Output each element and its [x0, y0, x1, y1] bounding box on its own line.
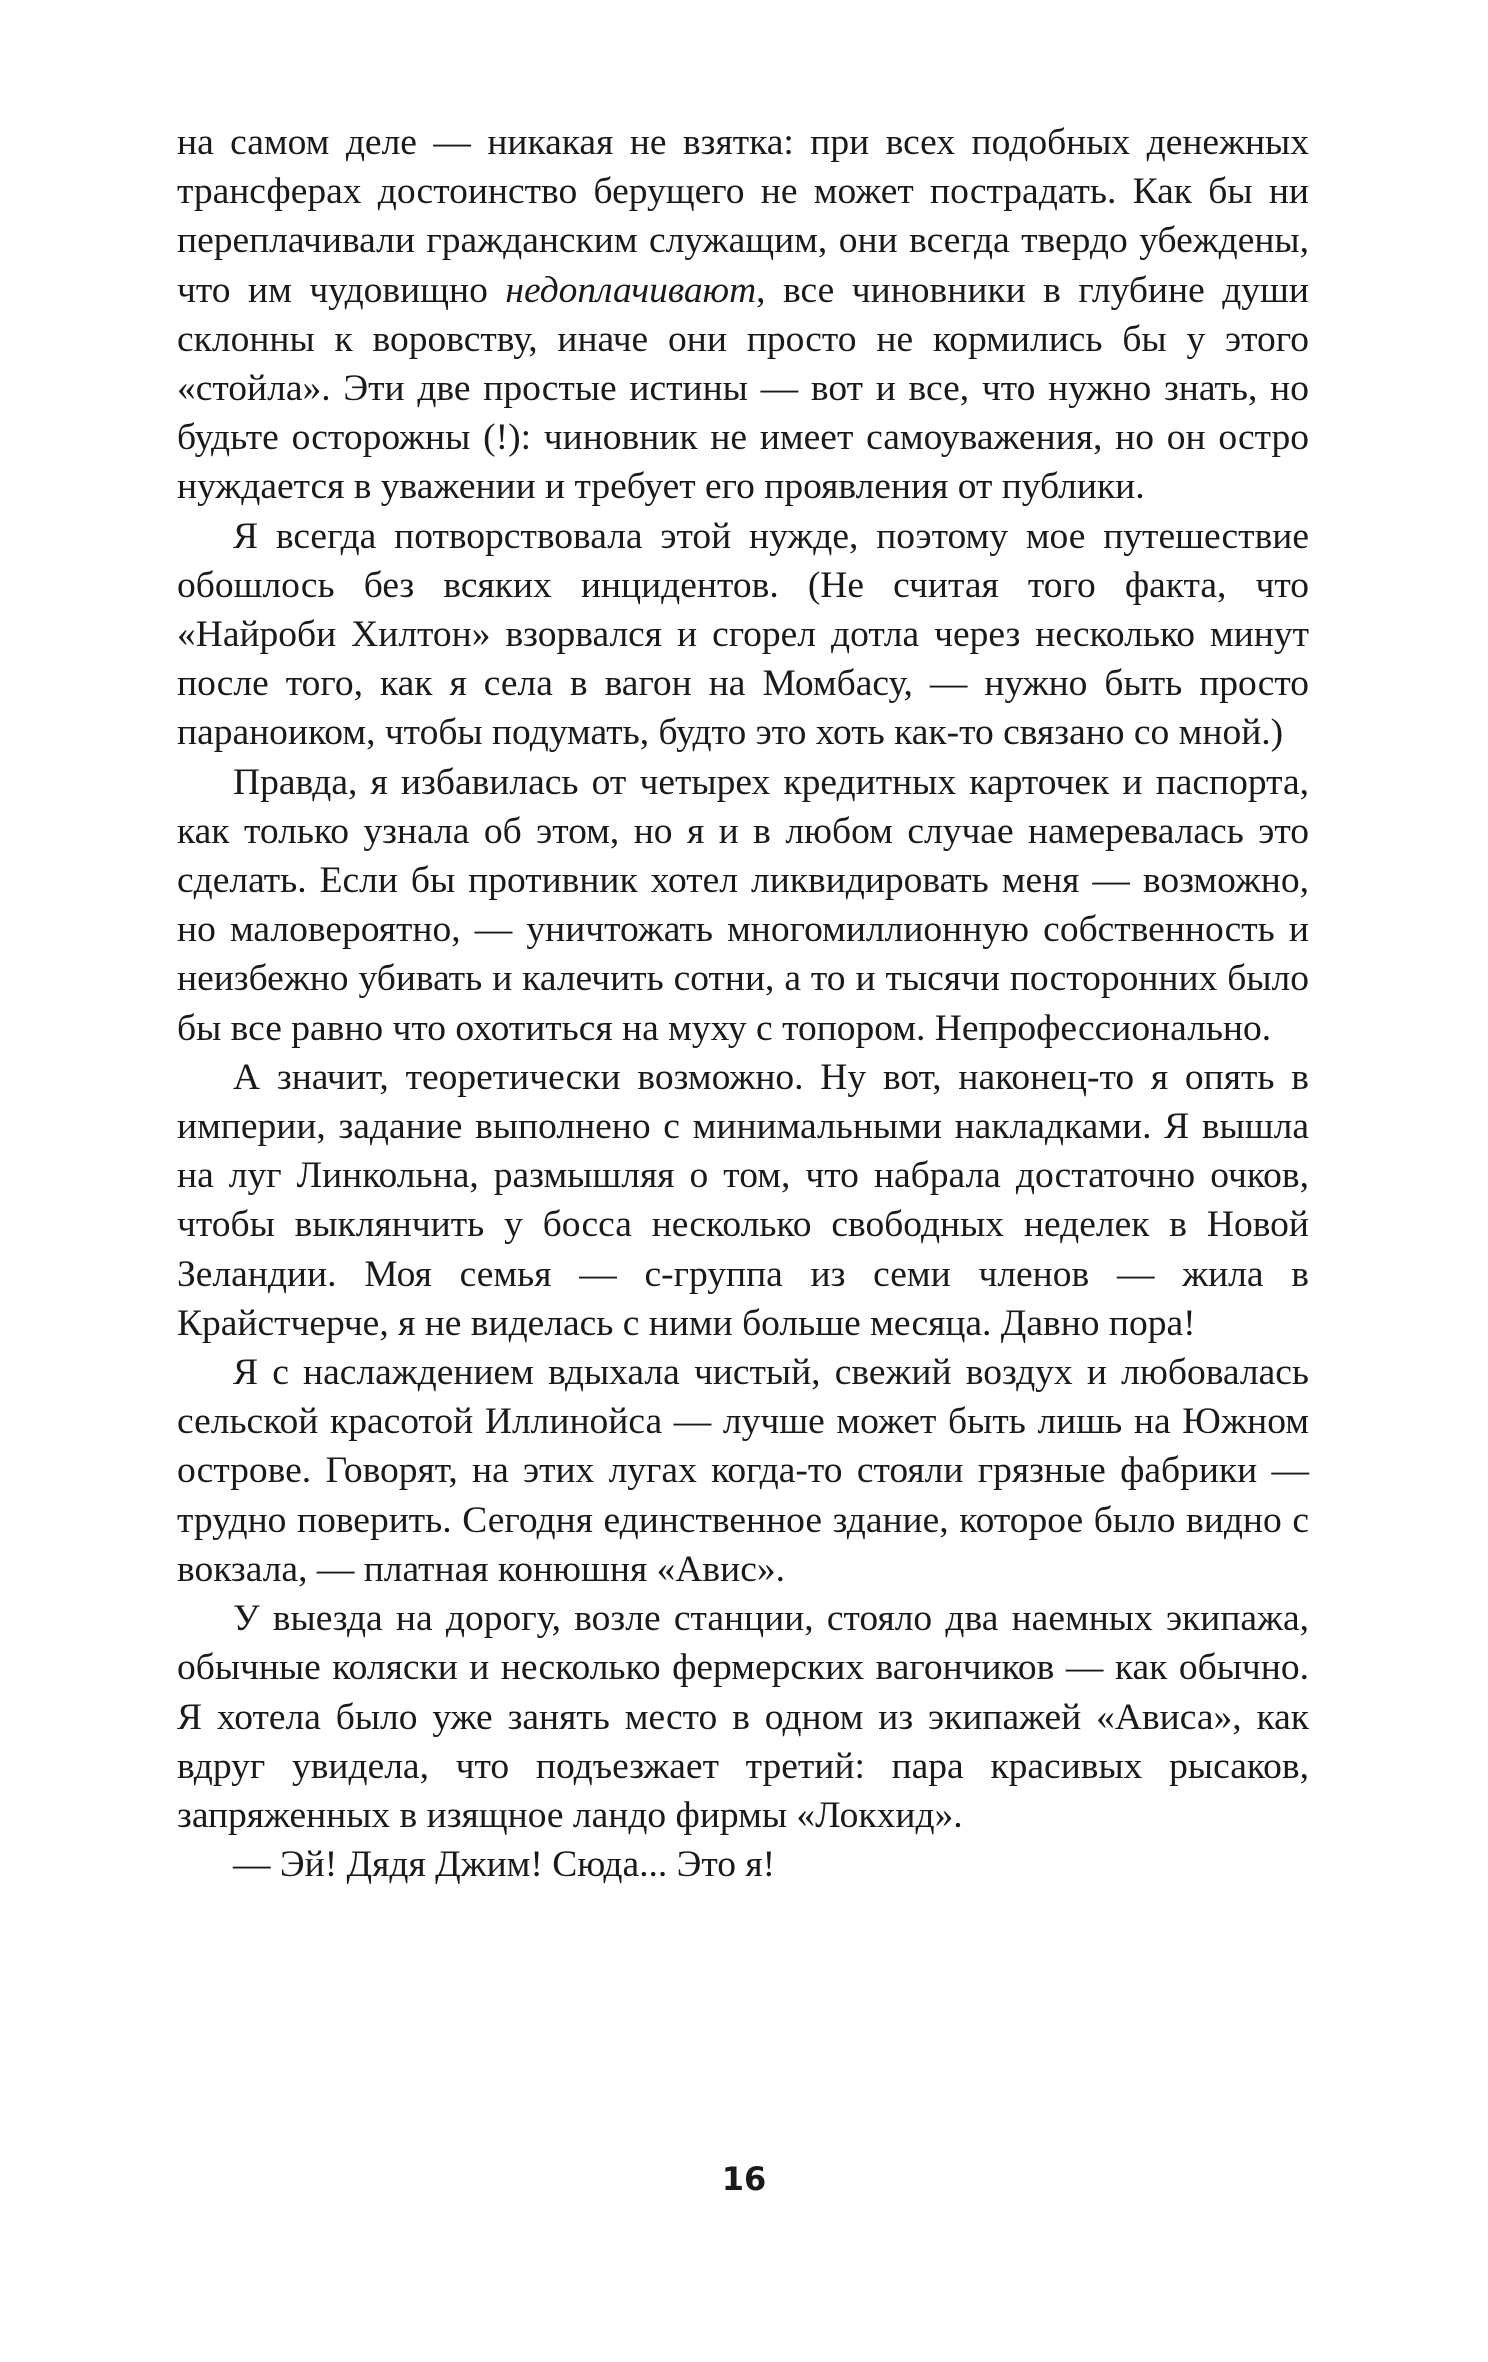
page-number: 16	[721, 2160, 767, 2198]
emphasis-word: недоплачивают	[505, 269, 757, 311]
paragraph-5: Я с наслаждением вдыхала чистый, свежий воздух и любовалась сельской красотой Иллинойса — лучше может быть лишь на Южном острове. Говорят, на этих лугах когда-то стояли грязные фабрики — трудно поверить. Сегодня единственное здание, которое было видно с вокзала, — платная конюшня «Авис».	[177, 1352, 1309, 1590]
paragraph-4: А значит, теоретически возможно. Ну вот, наконец-то я опять в империи, задание выполнено с минимальными накладками. Я вышла на луг Линкольна, размышляя о том, что набрала достаточно очков, чтобы выклянчить у босса несколько свободных неделек в Новой Зеландии. Моя семья — с-группа из семи членов — жила в Крайстчерче, я не виделась с ними больше месяца. Давно пора!	[177, 1056, 1309, 1344]
paragraph-7-dialogue: — Эй! Дядя Джим! Сюда... Это я!	[233, 1844, 776, 1886]
paragraph-1: на самом деле — никакая не взятка: при всех подобных денежных трансферах достоинство берущего не может пострадать. Как бы ни переплачивали гражданским служащим, они всегда твердо убеждены, что им чудовищно недоплачивают, все чиновники в глубине души склонны к воровству, иначе они просто не кормились бы у этого «стойла». Эти две простые истины — вот и все, что нужно знать, но будьте осторожны (!): чиновник не имеет самоуважения, но он остро нуждается в уважении и требует его проявления от публики.	[177, 122, 1309, 508]
paragraph-3: Правда, я избавилась от четырех кредитных карточек и паспорта, как только узнала об этом, но я и в любом случае намеревалась это сделать. Если бы противник хотел ликвидировать меня — возможно, но маловероятно, — уничтожать многомиллионную собственность и неизбежно убивать и калечить сотни, а то и тысячи посторонних было бы все равно что охотиться на муху с топором. Непрофессионально.	[177, 761, 1309, 1049]
book-page-text	[177, 118, 1309, 1889]
paragraph-2: Я всегда потворствовала этой нужде, поэтому мое путешествие обошлось без всяких инцидентов. (Не считая того факта, что «Найроби Хилтон» взорвался и сгорел дотла через несколько минут после того, как я села в вагон на Момбасу, — нужно быть просто параноиком, чтобы подумать, будто это хоть как-то связано со мной.)	[177, 515, 1309, 754]
paragraph-6: У выезда на дорогу, возле станции, стояло два наемных экипажа, обычные коляски и несколько фермерских вагончиков — как обычно. Я хотела было уже занять место в одном из экипажей «Ависа», как вдруг увидела, что подъезжает третий: пара красивых рысаков, запряженных в изящное ландо фирмы «Локхид».	[177, 1598, 1309, 1836]
